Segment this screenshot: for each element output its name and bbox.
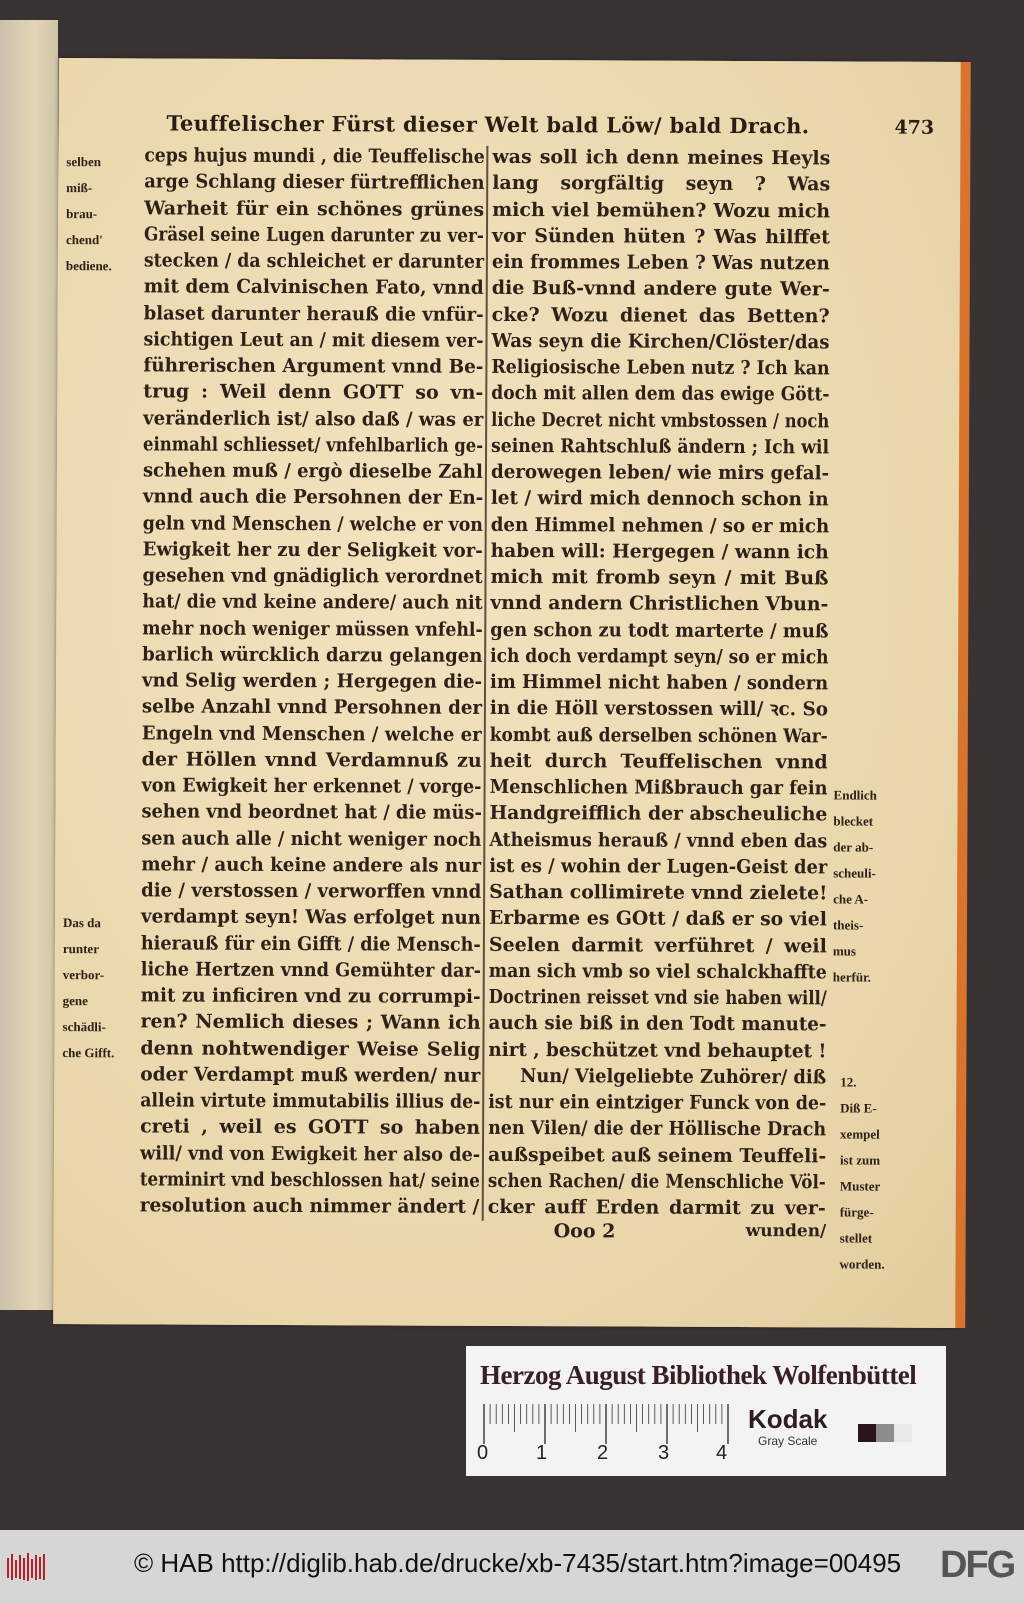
text-line: Ewigkeit her zu der Seligkeit vor-: [142, 538, 483, 562]
margin-note-line: blecket: [833, 813, 874, 829]
text-line: Sathan collimirete vnnd zielete!: [489, 880, 828, 905]
text-line: Gräsel seine Lugen darunter zu ver-: [143, 223, 484, 247]
margin-note-line: Endlich: [833, 787, 877, 803]
text-line: seinen Rahtschluß ändern ; Ich wil: [491, 434, 830, 459]
text-line: auch sie biß in den Todt manute-: [488, 1012, 827, 1036]
text-line: schen Rachen/ die Menschliche Völ-: [487, 1169, 826, 1194]
margin-note-line: selben: [66, 154, 102, 170]
signature-mark: Ooo 2: [553, 1220, 616, 1243]
text-line: allein virtute immutabilis illius de-: [140, 1089, 481, 1113]
page-edge: [955, 62, 971, 1328]
book-page: [53, 58, 965, 1328]
text-line: ein frommes Leben ? Was nutzen: [491, 250, 830, 275]
margin-note-line: worden.: [839, 1256, 885, 1272]
text-line: hierauß für ein Gifft / die Mensch-: [140, 931, 481, 956]
text-column-right: [488, 144, 831, 1222]
margin-note-line: Diß E-: [840, 1100, 877, 1116]
text-line: sichtigen Leut an / mit diesem ver-: [143, 328, 484, 352]
text-line: Doctrinen reisset vnd sie haben will/: [488, 985, 827, 1010]
text-line: im Himmel nicht haben / sondern: [490, 670, 829, 695]
text-line: mich mit fromb seyn / mit Buß: [490, 565, 829, 590]
text-column-left: [140, 142, 485, 1220]
ruler-scale: [482, 1404, 732, 1444]
margin-note-line: theis-: [832, 917, 864, 933]
text-line: heit durch Teuffelischen vnnd: [489, 749, 828, 774]
text-line: Religiosische Leben nutz ? Ich kan: [491, 355, 830, 380]
margin-note-line: ist zum: [839, 1152, 881, 1168]
text-line: die / verstossen / verworffen vnnd: [141, 879, 482, 903]
text-line: Atheismus herauß / vnnd eben das: [489, 828, 828, 852]
text-line: ceps hujus mundi , die Teuffelische: [144, 144, 485, 168]
text-line: vnnd auch die Persohnen der En-: [142, 485, 484, 510]
text-line: sehen vnd beordnet hat / die müs-: [141, 800, 482, 825]
page-number: 473: [894, 116, 935, 139]
text-line: gesehen vnd gnädiglich verordnet: [142, 564, 483, 588]
copyright-url[interactable]: © HAB http://diglib.hab.de/drucke/xb-7435/start.htm?image=00495: [134, 1548, 902, 1578]
text-line: stecken / da schleichet er darunter: [143, 249, 485, 273]
text-line: die Buß-vnnd andere gute Wer-: [491, 277, 830, 301]
text-line: führerischen Argument vnnd Be-: [143, 354, 484, 378]
text-line: sen auch alle / nicht weniger noch: [141, 826, 482, 851]
text-line: cker auff Erden darmit zu ver-: [487, 1195, 826, 1220]
margin-note-line: miß-: [66, 180, 93, 196]
text-line: verdampt seyn! Was erfolget nun: [140, 905, 482, 930]
text-line: mehr / auch keine andere als nur: [141, 853, 482, 877]
text-line: let / wird mich dennoch schon in: [490, 487, 829, 511]
dfg-logo: DFG: [940, 1544, 1015, 1586]
margin-note-left-top: [66, 149, 112, 279]
margin-note-line: che A-: [833, 891, 869, 907]
text-line: mich viel bemühen? Wozu mich: [492, 198, 831, 222]
text-line: terminirt vnd beschlossen hat/ seine: [139, 1168, 480, 1192]
text-line: ist nur ein eintziger Funck von de-: [488, 1090, 827, 1115]
scale-number: 1: [536, 1442, 548, 1464]
text-line: haben will: Hergegen / wann ich: [490, 539, 829, 564]
text-line: resolution auch nimmer ändert /: [139, 1194, 480, 1218]
text-line: trug : Weil denn GOTT so vn-: [143, 380, 484, 405]
color-calibration-card: [466, 1346, 946, 1476]
gray-swatch-light: [894, 1424, 912, 1442]
text-line: außspeibet auß seinem Teuffeli-: [487, 1143, 827, 1167]
text-line: man sich vmb so viel schalckhaffte: [488, 959, 827, 984]
catchword: wunden/: [745, 1221, 827, 1242]
text-line: vnd Selig werden ; Hergegen die-: [142, 669, 483, 693]
margin-note-line: che Gifft.: [62, 1045, 115, 1061]
text-line: ist es / wohin der Lugen-Geist der: [489, 854, 828, 879]
text-line: doch mit allen dem das ewige Gött-: [491, 382, 830, 406]
text-line: oder Verdampt muß werden/ nur: [140, 1063, 481, 1087]
text-line: Engeln vnd Menschen / welche er: [141, 721, 482, 746]
text-line: gen schon zu todt marterte / muß: [490, 618, 829, 642]
text-line: von Ewigkeit her erkennet / vorge-: [141, 774, 482, 798]
scale-number: 3: [658, 1442, 670, 1464]
margin-note-line: verbor-: [62, 967, 105, 983]
margin-note-right-upper: [833, 782, 877, 990]
text-line: Handgreifflich der abscheuliche: [489, 802, 828, 826]
text-line: mehr noch weniger müssen vnfehl-: [142, 616, 483, 641]
margin-note-right-lower: [839, 1069, 885, 1277]
text-line: mit zu inficiren vnd zu corrumpi-: [140, 984, 481, 1008]
text-line: nirt , beschützet vnd behauptet !: [488, 1038, 827, 1062]
margin-note-line: Muster: [839, 1178, 881, 1194]
text-line: kombt auß derselben schönen War-: [489, 723, 828, 747]
text-line: liche Hertzen vnnd Gemühter dar-: [140, 958, 482, 982]
margin-note-line: brau-: [66, 206, 98, 222]
margin-note-line: 12.: [840, 1074, 857, 1090]
text-line: liche Decret nicht vmbstossen / noch: [491, 408, 830, 432]
text-line: den Himmel nehmen / so er mich: [490, 513, 830, 537]
scale-number: 0: [477, 1442, 489, 1464]
card-title: Herzog August Bibliothek Wolfenbüttel: [480, 1360, 917, 1390]
text-line: vnnd andern Christlichen Vbun-: [490, 592, 829, 616]
text-line: selbe Anzahl vnnd Persohnen der: [141, 695, 483, 720]
text-line: derowegen leben/ wie mirs gefal-: [490, 460, 830, 485]
hab-logo-icon: [6, 1552, 48, 1582]
kodak-logo: Kodak: [748, 1404, 828, 1434]
text-line: Was seyn die Kirchen/Clöster/das: [491, 329, 830, 354]
text-line: cke? Wozu dienet das Betten?: [491, 303, 830, 327]
margin-note-left-lower: [62, 910, 115, 1066]
margin-note-line: der ab-: [833, 839, 874, 855]
text-line: nen Vilen/ die der Höllische Drach: [488, 1117, 827, 1141]
margin-note-line: chend': [65, 232, 103, 248]
text-line: was soll ich denn meines Heyls: [492, 145, 831, 170]
scale-number: 4: [716, 1442, 728, 1464]
margin-note-line: herfür.: [832, 969, 871, 985]
text-line: creti , weil es GOTT so haben: [140, 1115, 481, 1140]
text-line: will/ vnd von Ewigkeit her also de-: [139, 1141, 481, 1166]
text-line: veränderlich ist/ also daß / was er: [143, 406, 484, 431]
text-line: hat/ die vnd keine andere/ auch nit: [142, 590, 483, 615]
text-line: denn nohtwendiger Weise Selig: [140, 1036, 481, 1061]
text-line: Seelen darmit verführet / weil: [488, 933, 827, 957]
text-line: lang sorgfältig seyn ? Was: [492, 172, 831, 196]
margin-note-line: fürge-: [839, 1204, 874, 1220]
text-line: ich doch verdampt seyn/ so er mich: [490, 644, 829, 669]
margin-note-line: gene: [62, 993, 88, 1009]
gray-swatch-mid: [876, 1424, 894, 1442]
margin-note-line: schädli-: [62, 1019, 106, 1035]
text-line: barlich würcklich darzu gelangen: [142, 643, 483, 667]
text-line: blaset darunter herauß die vnfür-: [143, 301, 484, 326]
running-head: Teuffelischer Fürst dieser Welt bald Löw/ bald Drach.: [166, 110, 810, 139]
text-line: vor Sünden hüten ? Was hilffet: [491, 224, 831, 249]
text-line: Erbarme es GOtt / daß er so viel: [488, 907, 827, 931]
gray-scale-label: Gray Scale: [758, 1434, 818, 1448]
margin-note-line: mus: [832, 943, 857, 959]
text-line: der Höllen vnnd Verdamnuß zu: [141, 748, 482, 772]
text-line: in die Höll verstossen will/ ꝛc. So: [489, 697, 829, 721]
text-line: geln vnd Menschen / welche er von: [142, 511, 483, 536]
margin-note-line: stellet: [839, 1230, 873, 1246]
margin-note-line: xempel: [840, 1126, 880, 1142]
text-line: schehen muß / ergò dieselbe Zahl: [142, 459, 483, 483]
text-line: mit dem Calvinischen Fato, vnnd: [143, 275, 484, 300]
text-line: Menschlichen Mißbrauch gar fein: [489, 775, 828, 800]
text-line: Warheit für ein schönes grünes: [144, 196, 485, 221]
margin-note-line: runter: [62, 941, 100, 957]
text-line: ren? Nemlich dieses ; Wann ich: [140, 1010, 481, 1035]
text-line: arge Schlang dieser fürtrefflichen: [144, 170, 485, 195]
margin-note-line: scheuli-: [833, 865, 876, 881]
previous-page-edge: [0, 20, 58, 1310]
scale-number: 2: [597, 1442, 609, 1464]
footer-bar: [0, 1530, 1024, 1604]
gray-swatch-dark: [858, 1424, 876, 1442]
text-line: einmahl schliesset/ vnfehlbarlich ge-: [143, 433, 484, 457]
margin-note-line: bediene.: [65, 258, 112, 274]
text-line: Nun/ Vielgeliebte Zuhörer/ diß: [520, 1064, 827, 1089]
margin-note-line: Das da: [62, 915, 101, 931]
